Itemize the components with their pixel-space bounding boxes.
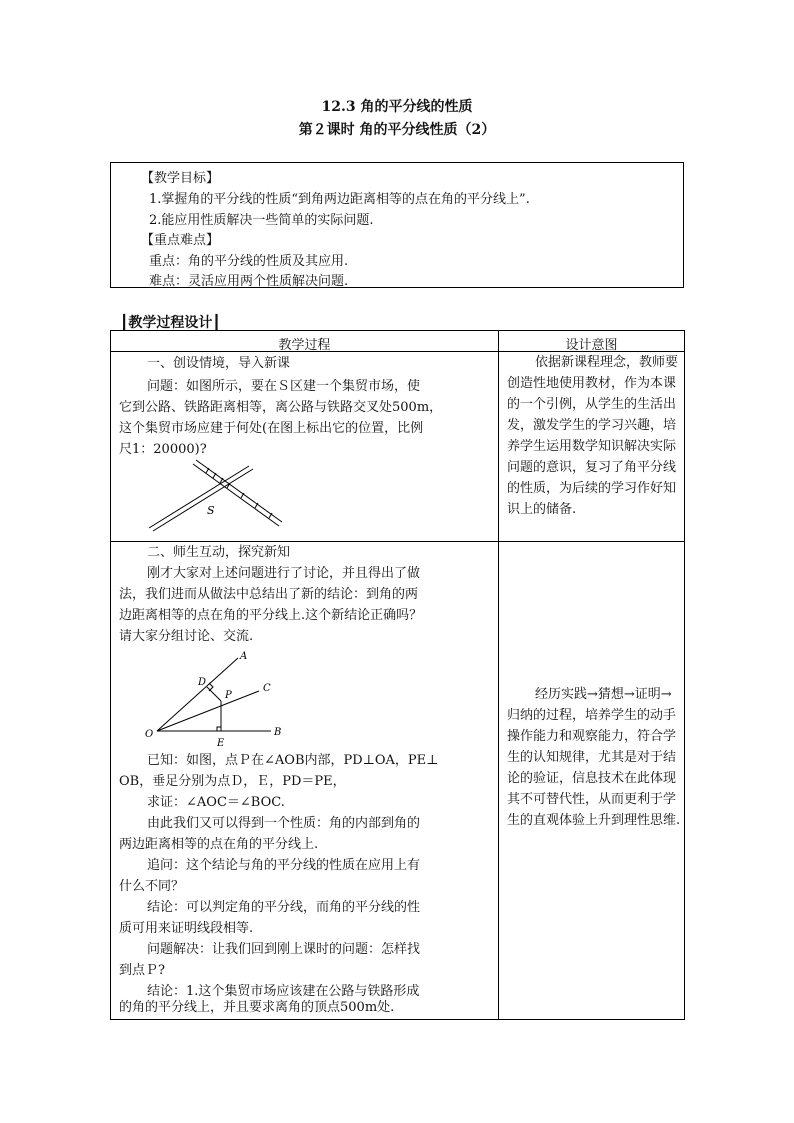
- solve-line-1: 问题解决：让我们回到刚上课时的问题：怎样找: [147, 942, 421, 957]
- col-header-intent: 设计意图: [565, 338, 618, 353]
- row1-line-1: 一、创设情境，导入新课: [147, 356, 291, 371]
- page-title: 12.3 角的平分线的性质: [321, 99, 473, 115]
- conclusion-line-1: 结论：可以判定角的平分线，而角的平分线的性: [147, 900, 421, 915]
- prove-line: 求证：∠AOC＝∠BOC.: [147, 795, 285, 810]
- label-d: D: [198, 677, 207, 688]
- road-line-a: [149, 466, 249, 528]
- row1-line-3: 它到公路、铁路距离相等，离公路与铁路交叉处500m，: [119, 400, 443, 415]
- col-header-process: 教学过程: [278, 338, 331, 353]
- label-b: B: [274, 727, 282, 738]
- label-e: E: [217, 738, 225, 749]
- followup-line-1: 追问：这个结论与角的平分线的性质在应用上有: [147, 858, 421, 873]
- row1-line-5: 尺1：20000)?: [119, 442, 207, 457]
- row1-line-2: 问题：如图所示，要在Ｓ区建一个集贸市场，使: [147, 379, 421, 394]
- label-p: P: [225, 690, 232, 701]
- row2-line-3: 法，我们进而从做法中总结出了新的结论：到角的两: [119, 587, 419, 602]
- process-table: [110, 330, 685, 1020]
- goal-item-1: 1.掌握角的平分线的性质“到角两边距离相等的点在角的平分线上”.: [149, 192, 530, 207]
- row2-intent: 经历实践→猜想→证明→归纳的过程，培养学生的动手操作能力和观察能力，符合学生的认知规律，尤其是对于结论的验证，信息技术在此体现其不可替代性，从而更利于学生的直观体验上升到理性思维.: [507, 687, 681, 828]
- property-line-1: 由此我们又可以得到一个性质：角的内部到角的: [147, 816, 421, 831]
- solve-line-2: 到点Ｐ?: [119, 963, 165, 978]
- goal-item-2: 2.能应用性质解决一些简单的实际问题.: [149, 213, 374, 228]
- final-line-2: 的角的平分线上，并且要求离角的顶点500m处.: [119, 1000, 395, 1015]
- goals-box: [110, 162, 684, 288]
- row2-line-1: 二、师生互动，探究新知: [147, 545, 291, 560]
- row2-line-5: 请大家分组讨论、交流.: [119, 629, 254, 644]
- key-point: 重点：角的平分线的性质及其应用.: [149, 254, 349, 269]
- property-line-2: 两边距离相等的点在角的平分线上.: [119, 837, 319, 852]
- ray-oc: [157, 691, 259, 731]
- row1-intent: 依据新课程理念，教师要创造性地使用教材，作为本课的一个引例，从学生的生活出发，激发学生的学习兴趣，培养学生运用数学知识解决实际问题的意识，复习了角平分线的性质，为后续的学习作好知识上的储备.: [507, 355, 679, 517]
- road-line-b: [153, 469, 253, 531]
- railway-line-a: [193, 464, 279, 526]
- label-o: O: [145, 729, 154, 740]
- followup-line-2: 什么不同？: [119, 879, 185, 894]
- angle-bisector-figure: [141, 649, 311, 749]
- goals-heading: 【教学目标】: [141, 171, 220, 186]
- row2-line-2: 刚才大家对上述问题进行了讨论，并且得出了做: [147, 566, 421, 581]
- label-a: A: [240, 651, 248, 662]
- crossing-roads-figure: [141, 456, 291, 534]
- row2-line-4: 边距离相等的点在角的平分线上.这个新结论正确吗？: [119, 608, 423, 623]
- page-subtitle: 第２课时 角的平分线性质（2）: [298, 122, 496, 138]
- section-heading: ┃教学过程设计┃: [120, 315, 221, 331]
- column-divider: [498, 331, 499, 1019]
- final-line-1: 结论：1.这个集贸市场应该建在公路与铁路形成: [147, 984, 420, 999]
- point-s-label: S: [207, 504, 215, 517]
- label-c: C: [263, 683, 271, 694]
- conclusion-line-2: 质可用来证明线段相等.: [119, 921, 254, 936]
- row1-line-4: 这个集贸市场应建于何处(在图上标出它的位置，比例: [119, 421, 424, 436]
- given-line-1: 已知：如图，点Ｐ在∠AOB内部，PD⊥OA，PE⊥: [147, 753, 439, 768]
- row-divider: [111, 541, 684, 542]
- difficulty-point: 难点：灵活应用两个性质解决问题.: [149, 274, 349, 289]
- keypoints-heading: 【重点难点】: [141, 233, 220, 248]
- given-line-2: OB，垂足分别为点Ｄ，Ｅ，PD＝PE，: [119, 774, 346, 789]
- segment-pd: [207, 687, 221, 701]
